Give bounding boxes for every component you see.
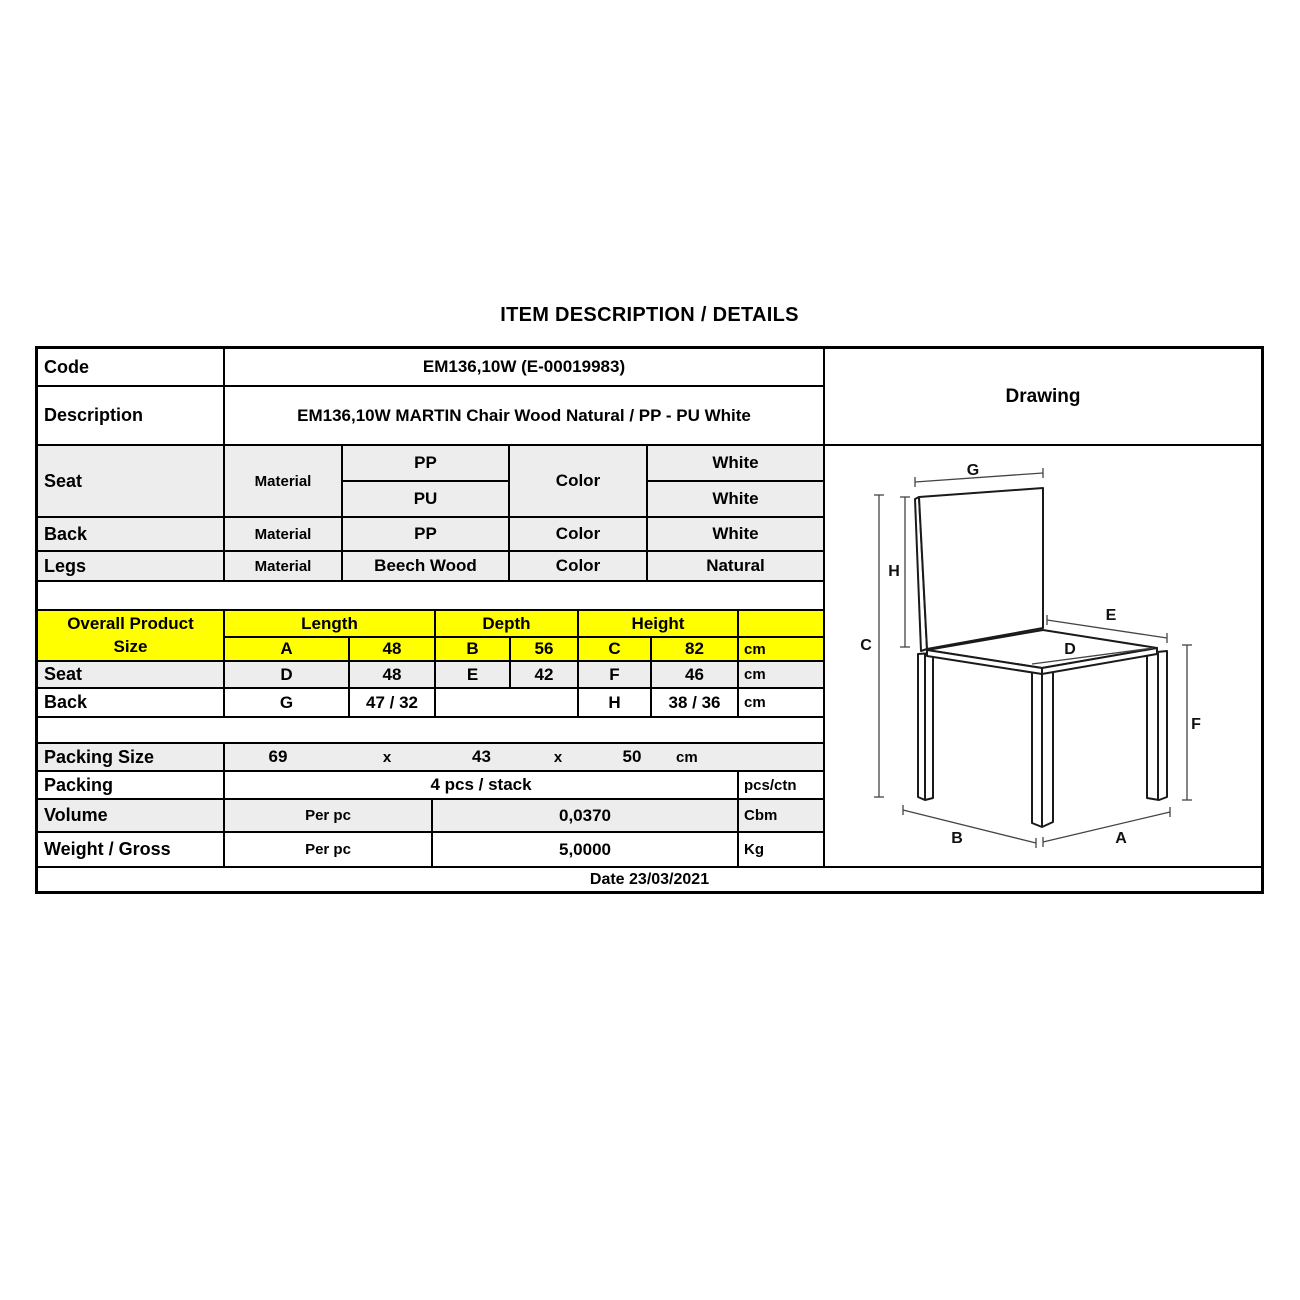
weight-row — [38, 833, 823, 866]
length-header: Length — [225, 611, 436, 636]
seat-material-1: PP — [343, 446, 508, 482]
overall-height-value: 82 — [652, 638, 739, 660]
back-part-label: Back — [38, 518, 225, 550]
spec-table-body — [38, 349, 1261, 866]
weight-value: 5,0000 — [433, 833, 739, 866]
packing-value: 4 pcs / stack — [225, 772, 739, 798]
seat-color-1: White — [648, 446, 823, 482]
drawing-area — [825, 446, 1261, 866]
legs-color-value: Natural — [706, 556, 765, 575]
back-color-value: White — [712, 524, 759, 543]
seat-unit: cm — [744, 666, 766, 683]
description-label: Description — [38, 387, 225, 444]
description-row — [38, 387, 823, 446]
spec-table — [35, 346, 1264, 894]
drawing-panel — [825, 349, 1261, 866]
overall-size-label-line2: Size — [113, 636, 148, 656]
dim-label-h: H — [888, 563, 900, 580]
back-color-header: Color — [510, 518, 648, 550]
packing-label: Packing — [38, 772, 225, 798]
packing-size-x1: x — [382, 748, 392, 766]
packing-size-v1: 69 — [268, 747, 288, 766]
overall-depth-key: B — [436, 638, 511, 660]
seat-length-key: D — [225, 662, 350, 687]
packing-size-row — [38, 744, 823, 772]
back-length-key: G — [225, 689, 350, 716]
packing-row — [38, 772, 823, 800]
weight-basis: Per pc — [225, 833, 433, 866]
legs-part-label: Legs — [38, 552, 225, 580]
overall-size-value-row — [225, 638, 823, 660]
dim-label-d: D — [1064, 641, 1076, 658]
chair-backrest — [919, 488, 1043, 649]
legs-material-header: Material — [225, 552, 343, 580]
dim-line-a — [1043, 812, 1170, 842]
seat-color-2: White — [712, 489, 759, 508]
seat-height-value: 46 — [652, 662, 739, 687]
seat-size-label: Seat — [38, 662, 225, 687]
volume-label: Volume — [38, 800, 225, 831]
back-height-value: 38 / 36 — [652, 689, 739, 716]
packing-size-x2: x — [553, 748, 563, 766]
packing-unit: pcs/ctn — [744, 776, 797, 794]
dim-label-c: C — [860, 637, 872, 654]
dim-line-b — [903, 810, 1036, 843]
date-value: Date 23/03/2021 — [589, 870, 710, 888]
overall-length-key: A — [225, 638, 350, 660]
description-value: EM136,10W MARTIN Chair Wood Natural / PP - PU White — [297, 405, 751, 425]
seat-material-row — [38, 446, 823, 518]
back-length-value: 47 / 32 — [350, 689, 436, 716]
back-material-row — [38, 518, 823, 552]
legs-material-row — [38, 552, 823, 582]
seat-length-value: 48 — [350, 662, 436, 687]
dim-label-g: G — [966, 462, 980, 479]
volume-row — [38, 800, 823, 833]
legs-color-header: Color — [510, 552, 648, 580]
date-row — [38, 866, 1261, 891]
spacer-row — [38, 582, 823, 611]
seat-color-header: Color — [510, 446, 648, 516]
code-label: Code — [38, 349, 225, 385]
seat-depth-key: E — [436, 662, 511, 687]
seat-material-2: PU — [413, 489, 438, 508]
back-size-label: Back — [38, 689, 225, 716]
back-depth-empty — [436, 689, 579, 716]
seat-depth-value: 42 — [511, 662, 579, 687]
packing-size-label: Packing Size — [38, 744, 225, 770]
seat-material-header: Material — [225, 446, 343, 516]
overall-depth-value: 56 — [511, 638, 579, 660]
packing-size-grid — [225, 747, 823, 767]
dim-label-f: F — [1191, 716, 1201, 733]
back-material-header: Material — [225, 518, 343, 550]
volume-unit: Cbm — [744, 807, 778, 824]
dim-label-a: A — [1115, 830, 1127, 847]
dim-label-e: E — [1105, 607, 1117, 624]
height-header: Height — [579, 611, 739, 636]
drawing-title: Drawing — [825, 349, 1261, 446]
packing-size-v2: 43 — [472, 747, 491, 766]
details-table — [38, 349, 825, 866]
weight-label: Weight / Gross — [38, 833, 225, 866]
overall-size-label-line1: Overall Product — [67, 613, 194, 633]
packing-size-v3: 50 — [622, 747, 642, 766]
overall-size-label — [38, 611, 225, 660]
seat-part-label: Seat — [38, 446, 225, 516]
code-row — [38, 349, 823, 387]
overall-size-columns — [225, 611, 823, 660]
overall-height-key: C — [579, 638, 652, 660]
back-height-key: H — [579, 689, 652, 716]
overall-unit: cm — [739, 638, 823, 660]
legs-material-value: Beech Wood — [343, 552, 510, 580]
dim-label-b: B — [951, 830, 963, 847]
page-title: ITEM DESCRIPTION / DETAILS — [500, 304, 799, 326]
seat-height-key: F — [579, 662, 652, 687]
size-group-header-row — [225, 611, 823, 638]
overall-length-value: 48 — [350, 638, 436, 660]
packing-size-values — [225, 744, 823, 770]
depth-header: Depth — [436, 611, 579, 636]
seat-size-row — [38, 662, 823, 689]
back-unit: cm — [744, 694, 766, 711]
seat-color-values — [648, 446, 823, 516]
back-material-value: PP — [343, 518, 510, 550]
volume-basis: Per pc — [225, 800, 433, 831]
volume-value: 0,0370 — [433, 800, 739, 831]
weight-unit: Kg — [744, 841, 764, 858]
spacer-row — [38, 718, 823, 744]
back-size-row — [38, 689, 823, 718]
packing-size-unit: cm — [676, 748, 698, 766]
code-value: EM136,10W (E-00019983) — [422, 357, 626, 376]
seat-material-values — [343, 446, 510, 516]
overall-size-header — [38, 611, 823, 662]
size-unit-header — [739, 611, 823, 636]
chair-diagram — [825, 446, 1261, 866]
